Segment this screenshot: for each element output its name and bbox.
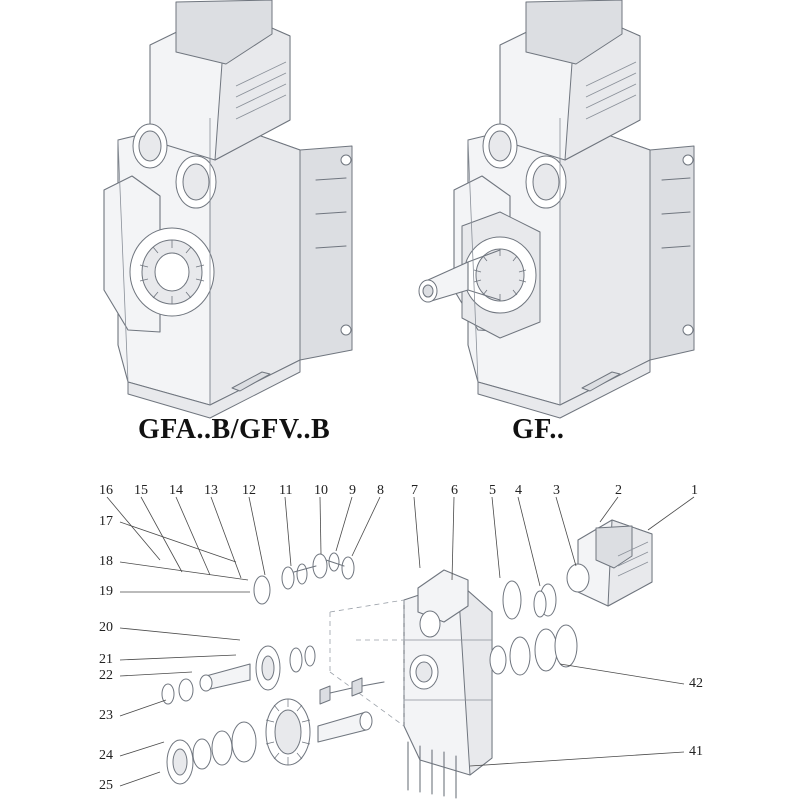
- callout-7: 7: [411, 483, 418, 498]
- callout-13: 13: [204, 483, 218, 498]
- callout-17: 17: [99, 514, 113, 529]
- callout-25: 25: [99, 778, 113, 793]
- callout-16: 16: [99, 483, 113, 498]
- callout-22: 22: [99, 668, 113, 683]
- caption-left-model: GFA..B/GFV..B: [138, 414, 331, 445]
- callout-23: 23: [99, 708, 113, 723]
- exploded-assembly-drawing: [107, 497, 694, 798]
- caption-right-model: GF..: [512, 414, 565, 445]
- callout-4: 4: [515, 483, 522, 498]
- callout-18: 18: [99, 554, 113, 569]
- right-gearbox-drawing: [419, 0, 694, 418]
- callout-6: 6: [451, 483, 458, 498]
- callout-15: 15: [134, 483, 148, 498]
- callout-20: 20: [99, 620, 113, 635]
- callout-12: 12: [242, 483, 256, 498]
- callout-5: 5: [489, 483, 496, 498]
- callout-8: 8: [377, 483, 384, 498]
- callout-1: 1: [691, 483, 698, 498]
- callout-2: 2: [615, 483, 622, 498]
- callout-41: 41: [689, 744, 703, 759]
- callout-42: 42: [689, 676, 703, 691]
- callout-14: 14: [169, 483, 183, 498]
- callout-11: 11: [279, 483, 293, 498]
- callout-19: 19: [99, 584, 113, 599]
- callout-21: 21: [99, 652, 113, 667]
- callout-3: 3: [553, 483, 560, 498]
- left-gearbox-drawing: [104, 0, 352, 418]
- callout-9: 9: [349, 483, 356, 498]
- callout-24: 24: [99, 748, 113, 763]
- callout-10: 10: [314, 483, 328, 498]
